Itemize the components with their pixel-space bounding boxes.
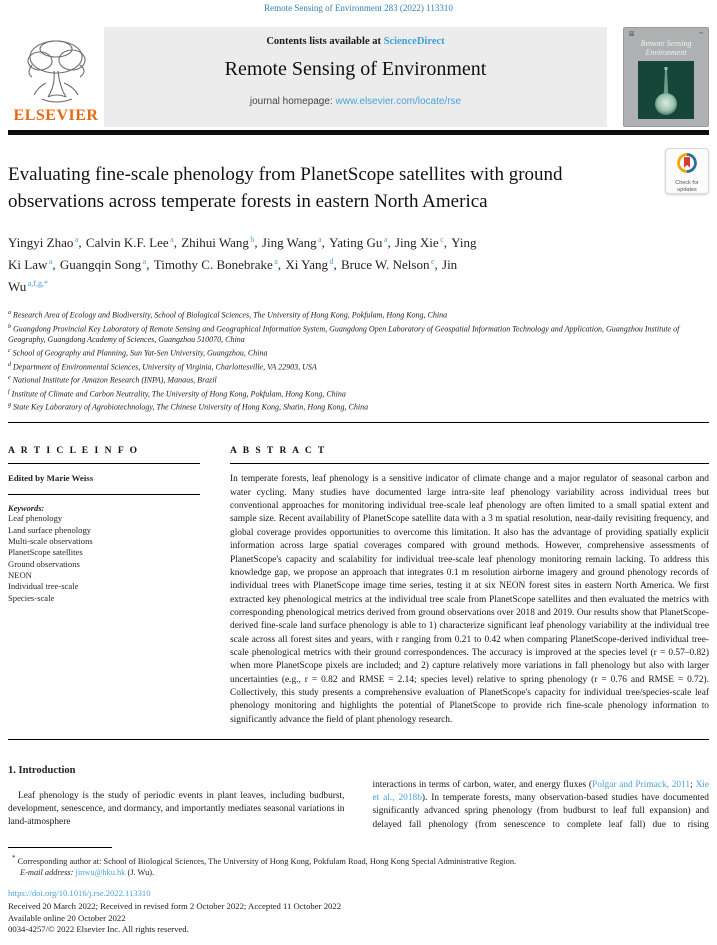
elsevier-logo[interactable] (8, 27, 104, 127)
journal-masthead (8, 27, 709, 127)
author-affil-sup[interactable]: a,f,g,* (27, 278, 48, 288)
author: Timothy C. Bonebrake $^a$ , (154, 257, 285, 272)
introduction-paragraph-left: Leaf phenology is the study of periodic events in plant leaves, including budburst, development, senescence, and dormancy, and importantly mediates seasonal variations in land-atmosphere (8, 790, 345, 828)
footnote-divider (8, 847, 112, 848)
article-footer (8, 888, 709, 936)
contents-prefix: Contents lists available at (266, 36, 384, 47)
cover-art-image (628, 61, 704, 119)
affiliation: $^g$ State Key Laboratory of Agrobiotechnology, The Chinese University of Hong Kong, Shatin, Hong Kong, China (8, 402, 369, 412)
cover-issue-text: ▪▪▪ (699, 31, 703, 35)
author-list (8, 231, 482, 296)
keywords-label: Keywords: (8, 504, 45, 514)
keyword: NEON (8, 569, 32, 580)
introduction-heading: 1. Introduction (8, 764, 76, 776)
journal-article-page (0, 3, 717, 936)
journal-title: Remote Sensing of Environment (224, 58, 487, 80)
citation-link[interactable]: Polgar and Primack, 2011 (592, 779, 691, 790)
corresponding-author-footnote (8, 847, 709, 878)
homepage-link[interactable]: www.elsevier.com/locate/rse (335, 96, 462, 107)
affiliation-list (8, 308, 709, 413)
keyword: Individual tree-scale (8, 581, 79, 592)
author: Jing Wang $^a$ , (262, 235, 328, 250)
check-for-updates-label: Check for updates (675, 180, 699, 193)
author: Jing Xie $^c$ , (395, 235, 450, 250)
keyword: PlanetScope satellites (8, 547, 83, 558)
email-line (8, 867, 709, 878)
affiliation: $^a$ Research Area of Ecology and Biodiversity, School of Biological Sciences, The University of Hong Kong, Pokfulam, Hong Kong, China (8, 310, 448, 321)
available-online: Available online 20 October 2022 (8, 912, 126, 923)
title-row (8, 161, 709, 215)
issn-copyright: 0034-4257/© 2022 Elsevier Inc. All rights reserved. (8, 924, 189, 934)
check-for-updates-badge[interactable] (665, 148, 709, 194)
keyword: Leaf phenology (8, 513, 63, 524)
header-divider-bar (8, 130, 709, 135)
edited-by: Edited by Marie Weiss (8, 464, 200, 495)
author: Jin Wu $^{a,f,g,*}$ (8, 257, 458, 294)
author: Calvin K.F. Lee $^a$ , (86, 235, 180, 250)
check-for-updates-icon (676, 152, 698, 179)
keyword: Multi-scale observations (8, 536, 93, 547)
author-affil-sup[interactable]: c (440, 235, 444, 244)
keyword: Land surface phenology (8, 524, 92, 535)
keyword: Ground observations (8, 558, 80, 569)
email-label: E-mail address: (20, 867, 74, 877)
body-columns (8, 740, 709, 832)
author: Xi Yang $^d$ , (285, 257, 340, 272)
cover-publisher-mark-icon: ☒ (629, 32, 635, 38)
elsevier-wordmark: ELSEVIER (13, 107, 99, 124)
article-info-heading: A R T I C L E I N F O (8, 446, 200, 464)
author: Bruce W. Nelson $^e$ , (341, 257, 441, 272)
author-affil-sup[interactable]: a (318, 235, 322, 244)
author-affil-sup[interactable]: b (250, 235, 255, 244)
left-column (8, 765, 345, 832)
author-affil-sup[interactable]: a (383, 235, 388, 244)
contents-line (104, 36, 607, 47)
journal-banner (104, 27, 607, 127)
abstract-column (230, 446, 709, 727)
keywords-block (8, 495, 200, 603)
abstract-heading: A B S T R A C T (230, 446, 709, 464)
intro-text: ; (690, 779, 696, 790)
author-affil-sup[interactable]: a (142, 256, 147, 266)
footnote-marker: * (12, 853, 16, 862)
author-affil-sup[interactable]: a (74, 235, 79, 244)
paper-title: Evaluating fine-scale phenology from PlanetScope satellites with ground observations across temperate forests in eastern North America (8, 164, 563, 212)
intro-text: interactions in terms of carbon, water, and energy fluxes ( (372, 779, 593, 790)
email-link[interactable]: jinwu@hku.hk (75, 867, 126, 877)
introduction-paragraph-right (373, 779, 710, 832)
affiliation: $^b$ Guangdong Provincial Key Laboratory of Remote Sensing and Geographical Information System, Guangdong Open Laboratory of Geospatial Information Technology and Application, Guangzhou Institute of Geography, Guangdong Academy of Sciences, Guangzhou 510070, China (8, 323, 680, 345)
article-info-column (8, 446, 200, 727)
affiliation: $^e$ National Institute for Amazon Research (INPA), Manaus, Brazil (8, 375, 217, 385)
author: Zhihui Wang $^b$ , (181, 235, 261, 250)
corresponding-author-line: * Corresponding author at: School of Biological Sciences, The University of Hong Kong, Pokfulam Road, Hong Kong Special Administrative Region. (12, 853, 517, 866)
received-dates: Received 20 March 2022; Received in revised form 2 October 2022; Accepted 11 October 2022 (8, 901, 342, 911)
keyword: Species-scale (8, 592, 55, 603)
author: Guangqin Song $^a$ , (60, 257, 153, 272)
cover-title: Remote Sensing Environment (640, 39, 692, 57)
sciencedirect-link[interactable]: ScienceDirect (383, 36, 445, 47)
journal-cover-thumbnail[interactable] (623, 27, 709, 127)
author-affil-sup[interactable]: a (48, 256, 53, 266)
elsevier-tree-icon (18, 35, 94, 109)
doi-link[interactable]: https://doi.org/10.1016/j.rse.2022.113310 (8, 888, 151, 898)
affiliation: $^c$ School of Geography and Planning, Sun Yat-Sen University, Guangzhou, China (8, 348, 268, 358)
abstract-text: In temperate forests, leaf phenology is a sensitive indicator of climate change and a major regulator of seasonal carbon and water cycling. Many studies have documented large intra-site leaf phenology variability across individual trees but conventional approaches for monitoring individual tree-scale leaf phenology are often limited to a small spatial extent and sample size. Recent availability of PlanetScope satellite data with a 3 m spatial resolution, near-daily revisiting frequency, and global coverage provides opportunities to overcome this limitation. It also has the advantage of providing spatially explicit information across large spatial coverages compared with ground methods. However, comprehensive assessments of PlanetScope's capacity and scalability for individual tree-scale leaf phenology monitoring remain lacking. To address this knowledge gap, we propose an approach that integrates 0.1 m resolution airborne imagery and ground phenology records of individual trees with PlanetScope image time series, testing it at six NEON forest sites in eastern North America. We first extracted key phenological metrics at the individual tree scale from PlanetScope satellites and then evaluated the metrics with corresponding phenological metrics derived from ground observations over 2018 and 2019. Our results show that PlanetScope-derived fine-scale land surface phenology is able to 1) characterize significant leaf phenology variability at the individual tree scale across all forest sites and years, with r ranging from 0.21 to 0.42 when comparing PlanetScope-derived individual tree-scale phenological metrics with their ground correspondences. The accuracy is improved at the species level (r = 0.57–0.82) when more PlanetScope pixels are included; and 2) capture relatively more variations in fall phenology but also with larger uncertainties (e.g., r = 0.82 and RMSE = 2.14; species level) relative to spring phenology (r = 0.76 and RMSE = 0.72). Collectively, this study presents a comprehensive evaluation of PlanetScope's capacity for individual tree/species-scale leaf phenology monitoring and highlights the potential of PlanetScope to provide rich fine-scale phenology information to significantly advance the field of plant phenology research. (230, 474, 709, 725)
right-column (373, 765, 710, 832)
citation-link[interactable]: Xie et al., 2018b (372, 779, 709, 804)
author-affil-sup[interactable]: d (329, 256, 334, 266)
author: Yingyi Zhao $^a$ , (8, 235, 85, 250)
running-head-citation: Remote Sensing of Environment 283 (2022) 113310 (264, 3, 453, 13)
intro-text: ). In temperate forests, many observation-based studies have documented significantly advanced spring phenology (from budburst to leaf full expansion) and delayed fall phenology (from senescence to complete leaf fall) due to rising (372, 793, 709, 830)
author-affil-sup[interactable]: e (430, 256, 435, 266)
homepage-prefix: journal homepage: (249, 96, 336, 107)
author-affil-sup[interactable]: a (170, 235, 174, 244)
author: Yating Gu $^a$ , (329, 235, 394, 250)
email-suffix: (J. Wu). (125, 867, 155, 877)
affiliation: $^d$ Department of Environmental Sciences, University of Virginia, Charlottesville, VA 22903, USA (8, 361, 317, 372)
homepage-line (104, 96, 607, 107)
info-abstract-section (8, 423, 709, 727)
affiliation: $^f$ Institute of Climate and Carbon Neutrality, The University of Hong Kong, Pokfulam, Hong Kong, China (8, 388, 346, 399)
author: Ying Ki Law $^a$ , (8, 235, 477, 272)
author-affil-sup[interactable]: a (274, 256, 278, 266)
